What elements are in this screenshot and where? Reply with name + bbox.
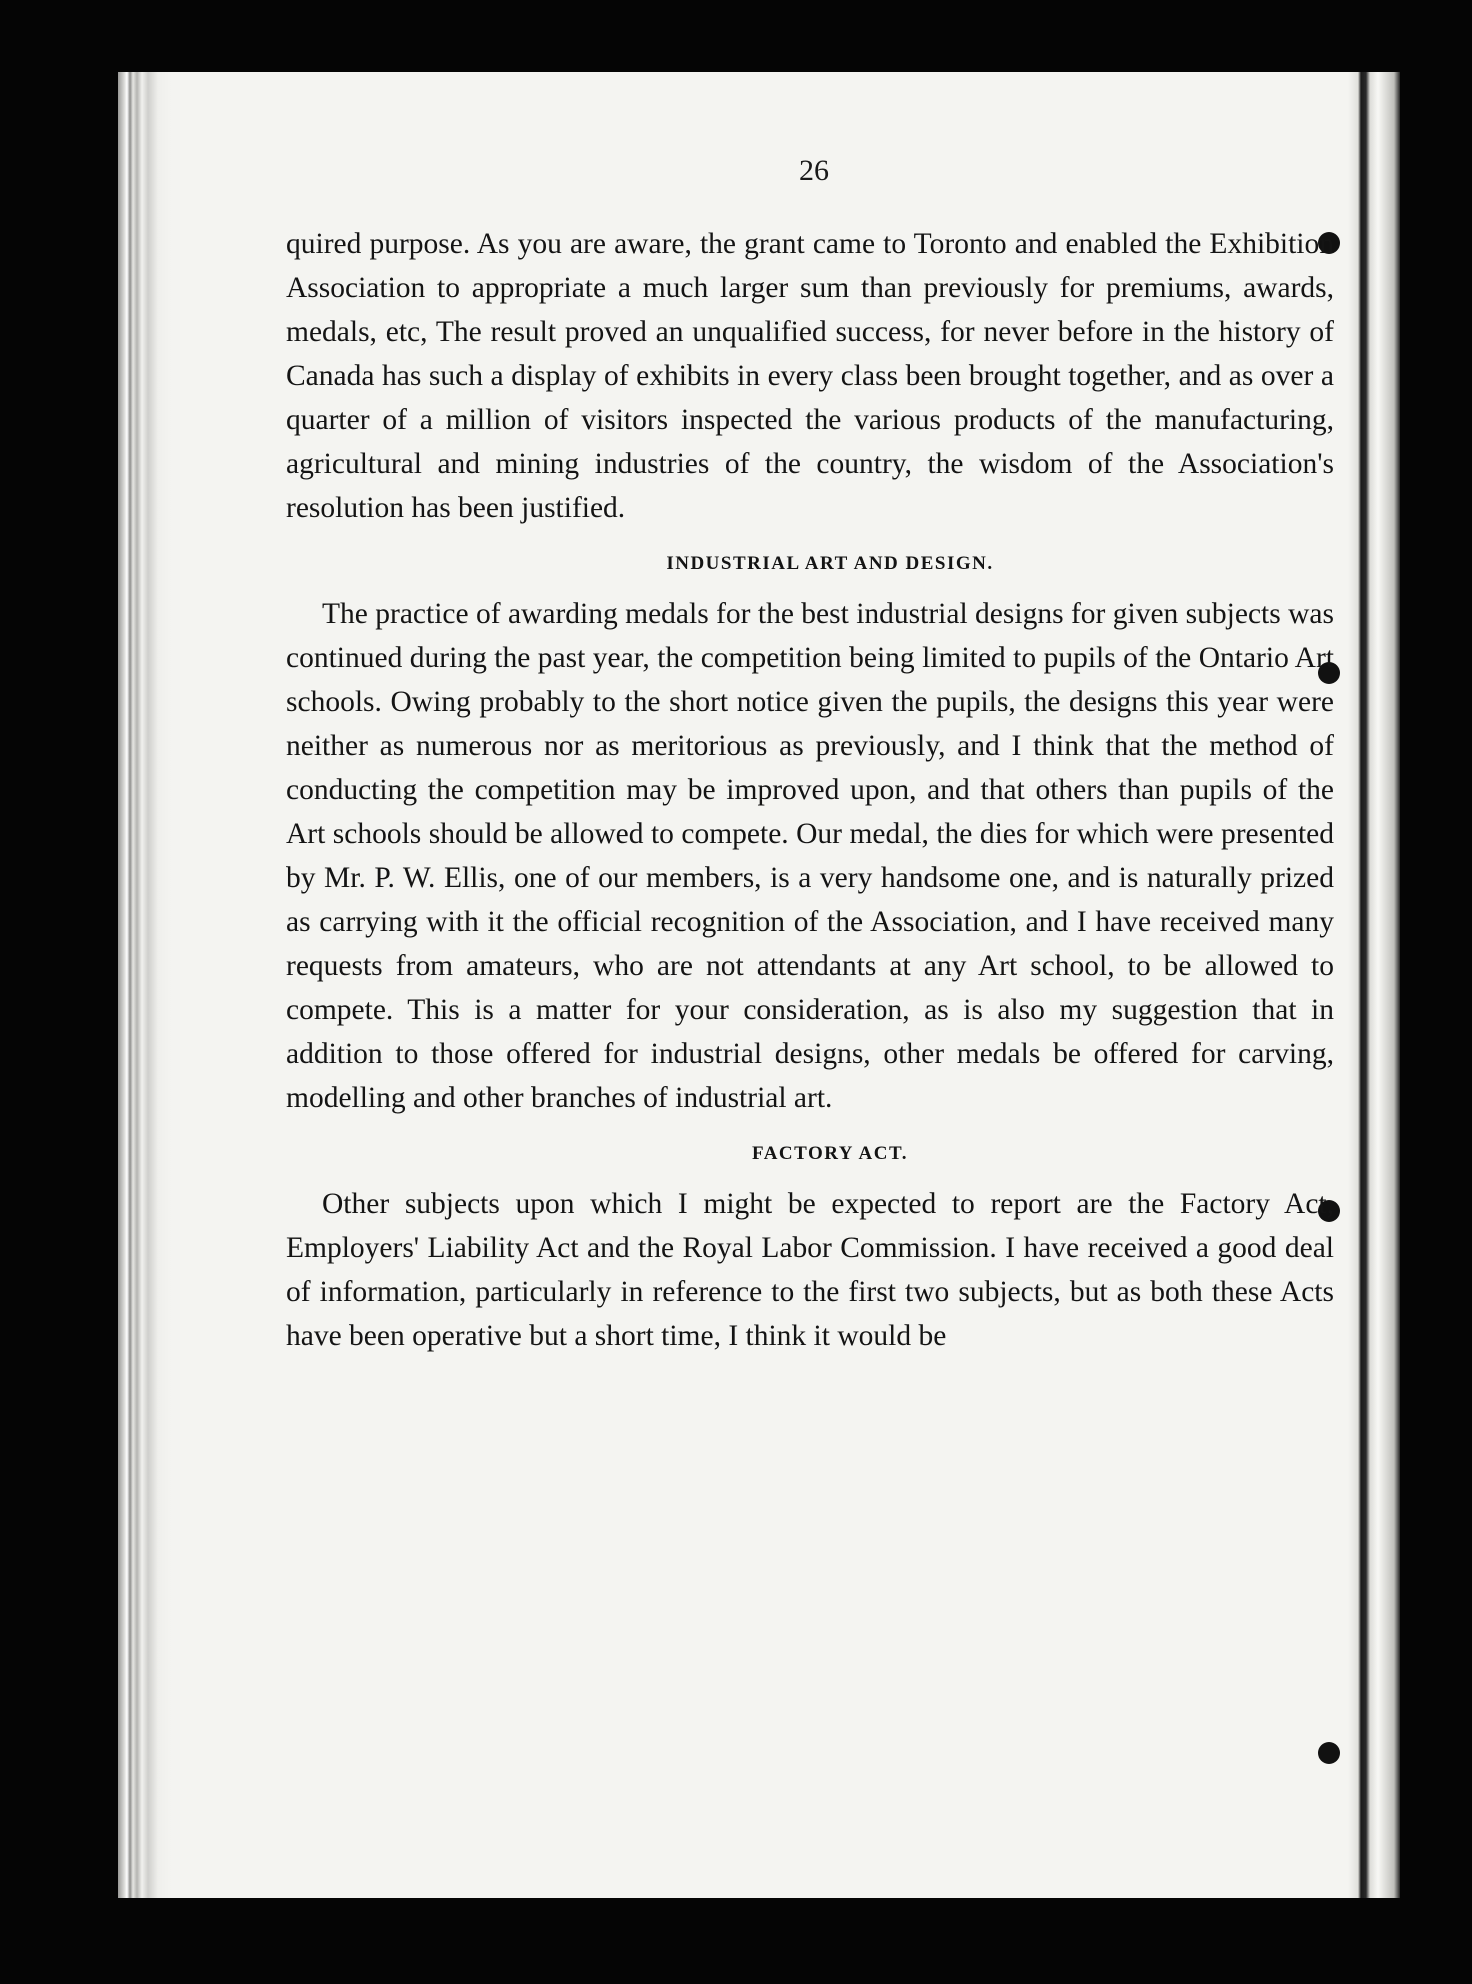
book-gutter [118, 72, 172, 1898]
scanned-page [118, 72, 1400, 1898]
section-heading-factory-act: FACTORY ACT. [752, 1143, 908, 1164]
right-binding-edge [1348, 72, 1400, 1898]
page-body [286, 222, 1334, 1358]
intro-paragraph: quired purpose. As you are aware, the grant came to Toronto and enabled the Exhibition Association to appropriate a much larger sum than previously for premiums, awards, medals, etc, The result proved an unqualified success, for never before in the history of Canada has such a display of exhibits in every class been brought together, and as over a quarter of a million of visitors inspected the various products of the manufacturing, agricultural and mining industries of the country, the wisdom of the Association's resolution has been justified. [286, 228, 1334, 524]
section-body-industrial-art: The practice of awarding medals for the best industrial designs for given subjects was continued during the past year, the competition being limited to pupils of the Ontario Art schools. Owing probably to the short notice given the pupils, the designs this year were neither as numerous nor as meritorious as previously, and I think that the method of conducting the competition may be improved upon, and that others than pupils of the Art schools should be allowed to compete. Our medal, the dies for which were presented by Mr. P. W. Ellis, one of our members, is a very handsome one, and is naturally prized as carrying with it the official recognition of the Association, and I have received many requests from amateurs, who are not attendants at any Art school, to be allowed to compete. This is a matter for your consideration, as is also my suggestion that in addition to those offered for industrial designs, other medals be offered for carving, modelling and other branches of industrial art. [286, 598, 1334, 1114]
page-number: 26 [799, 154, 829, 187]
section-heading-industrial-art: INDUSTRIAL ART AND DESIGN. [666, 553, 994, 574]
section-body-factory-act: Other subjects upon which I might be expected to report are the Factory Act, Employers' Liability Act and the Royal Labor Commission. I have received a good deal of information, particularly in reference to the first two subjects, but as both these Acts have been operative but a short time, I think it would be [286, 1188, 1334, 1352]
binding-mark [1318, 1742, 1340, 1764]
